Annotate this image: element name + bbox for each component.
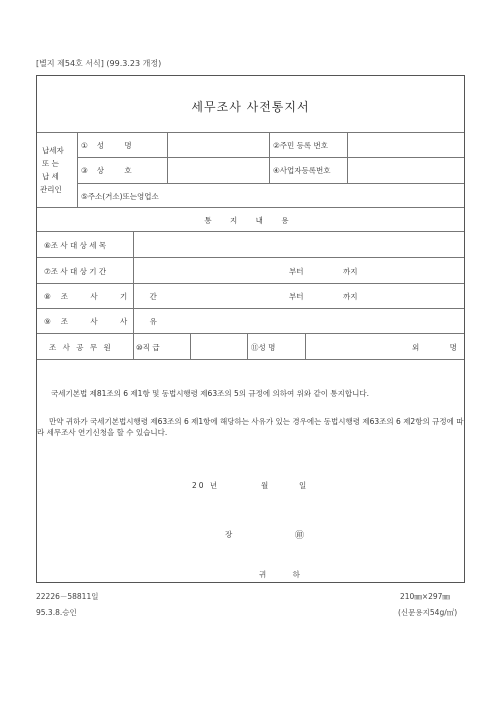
approval-date: 95.3.8.승인 [36, 608, 77, 617]
notice-content-header: 통 지 내 용 [204, 216, 297, 225]
form-title: 세무조사 사전통지서 [191, 100, 310, 114]
reason-label: ⑨조 사 사 유 [44, 317, 167, 326]
officer-name-label: ⑪성 명 [251, 343, 276, 352]
divider [37, 333, 464, 334]
seal-mark: ㊞ [295, 531, 305, 541]
divider [37, 207, 464, 208]
divider [167, 132, 168, 183]
form-code: 22226－58811일 [36, 592, 99, 601]
officer-label: 조 사 공 무 원 [49, 343, 113, 352]
divider [37, 283, 464, 284]
recipient-label: 귀 하 [259, 570, 312, 579]
until-label: 까지 [343, 267, 358, 276]
date-month: 월 [261, 481, 269, 490]
notice-paragraph: 국세기본법 제81조의 6 제1항 및 동법시행령 제63조의 5의 규정에 의하여 위와 같이 통지합니다. [51, 389, 369, 398]
divider [77, 157, 464, 158]
form-number-note: [별지 제54호 서식] (99.3.23 개정) [36, 59, 162, 68]
divider [37, 257, 464, 258]
divider [77, 183, 464, 184]
divider [305, 333, 306, 359]
address-label: ⑤주소(거소)또는영업소 [81, 192, 159, 201]
divider [133, 333, 134, 359]
taxpayer-label: 납 세 [42, 172, 59, 181]
taxpayer-label: 납세자 [42, 146, 64, 155]
name-label: ①성 명 [81, 141, 141, 150]
divider [37, 308, 464, 309]
postponement-paragraph: 만약 귀하가 국세기본법시행령 제63조의 6 제1항에 해당하는 사유가 있는 경우에는 동법시행령 제63조의 6 제2항의 규정에 따라 세무조사 연기신청을 할 수 있습니다. [37, 417, 464, 437]
business-number-label: ④사업자등록번호 [273, 166, 331, 175]
trade-name-label: ③상 호 [81, 166, 141, 175]
until-label: 까지 [343, 292, 358, 301]
divider [190, 333, 191, 359]
from-label: 부터 [289, 292, 304, 301]
taxpayer-label: 관리인 [40, 185, 62, 194]
divider [37, 359, 464, 360]
resident-number-label: ②주민 등록 번호 [273, 141, 328, 150]
divider [77, 132, 78, 207]
others-count-label: 외 명 [412, 343, 471, 352]
divider [37, 132, 464, 133]
divider [247, 333, 248, 359]
signer-title: 장 [225, 530, 233, 539]
divider [37, 231, 464, 232]
from-label: 부터 [289, 267, 304, 276]
notice-form [36, 75, 471, 583]
taxpayer-label: 또 는 [42, 159, 59, 168]
target-tax-label: ⑥조 사 대 상 세 목 [44, 241, 107, 250]
divider [269, 132, 270, 183]
target-period-label: ⑦조 사 대 상 기 간 [44, 267, 107, 276]
paper-type: (신문용지54g/㎡) [398, 608, 458, 617]
divider [347, 132, 348, 183]
date-year: 20 년 [192, 481, 220, 490]
period-label: ⑧조 사 기 간 [44, 292, 167, 301]
rank-label: ⑩직 급 [136, 343, 160, 352]
date-day: 일 [299, 481, 307, 490]
paper-size: 210㎜×297㎜ [400, 592, 450, 601]
